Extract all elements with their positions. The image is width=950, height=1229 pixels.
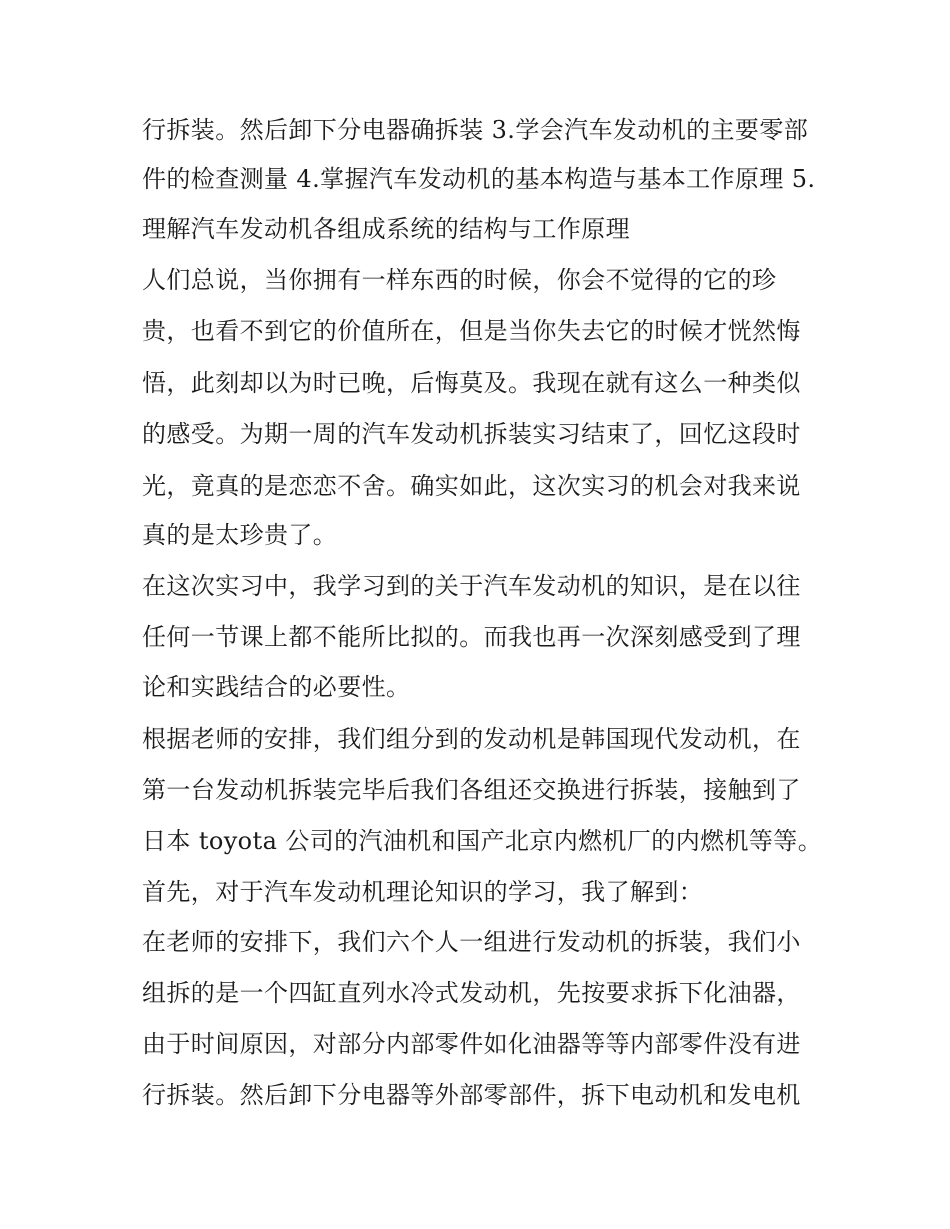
text-line-1: 行拆装。然后卸下分电器确拆装 3.学会汽车发动机的主要零部 xyxy=(142,116,809,144)
text-line-18: 组拆的是一个四缸直列水冷式发动机，先按要求拆下化油器， xyxy=(142,979,801,1007)
text-line-15: 日本 toyota 公司的汽油机和国产北京内燃机厂的内燃机等等。 xyxy=(142,827,823,855)
text-line-11: 任何一节课上都不能所比拟的。而我也再一次深刻感受到了理 xyxy=(142,623,801,651)
text-line-9: 真的是太珍贵了。 xyxy=(142,521,338,549)
text-line-4: 人们总说，当你拥有一样东西的时候，你会不觉得的它的珍 xyxy=(142,266,777,294)
text-line-17: 在老师的安排下，我们六个人一组进行发动机的拆装，我们小 xyxy=(142,928,801,956)
text-line-7: 的感受。为期一周的汽车发动机拆装实习结束了，回忆这段时 xyxy=(142,420,801,448)
text-line-13: 根据老师的安排，我们组分到的发动机是韩国现代发动机，在 xyxy=(142,725,801,753)
text-line-2: 件的检查测量 4.掌握汽车发动机的基本构造与基本工作原理 5. xyxy=(142,165,816,193)
text-line-14: 第一台发动机拆装完毕后我们各组还交换进行拆装，接触到了 xyxy=(142,776,801,804)
text-line-19: 由于时间原因，对部分内部零件如化油器等等内部零件没有进 xyxy=(142,1030,801,1058)
text-line-3: 理解汽车发动机各组成系统的结构与工作原理 xyxy=(142,215,630,243)
text-line-5: 贵，也看不到它的价值所在，但是当你失去它的时候才恍然悔 xyxy=(142,317,801,345)
text-line-8: 光，竟真的是恋恋不舍。确实如此，这次实习的机会对我来说 xyxy=(142,472,801,500)
text-line-12: 论和实践结合的必要性。 xyxy=(142,673,411,701)
text-line-20: 行拆装。然后卸下分电器等外部零部件，拆下电动机和发电机 xyxy=(142,1081,801,1109)
text-line-16: 首先，对于汽车发动机理论知识的学习，我了解到： xyxy=(142,878,704,906)
text-line-10: 在这次实习中，我学习到的关于汽车发动机的知识，是在以往 xyxy=(142,572,801,600)
text-line-6: 悟，此刻却以为时已晚，后悔莫及。我现在就有这么一种类似 xyxy=(142,369,801,397)
